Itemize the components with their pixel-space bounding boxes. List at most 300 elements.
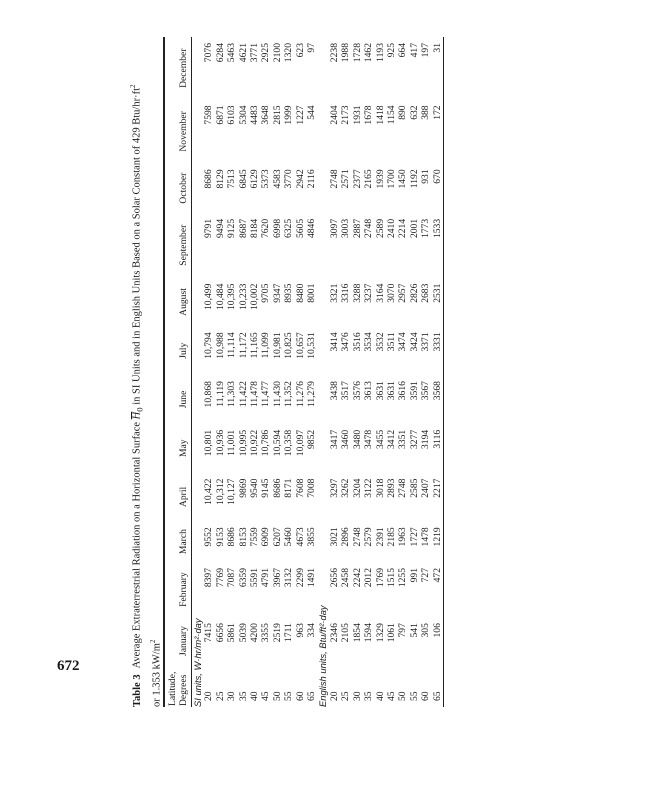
value-cell: 797 — [397, 623, 409, 638]
value-cell: 1255 — [397, 567, 409, 588]
value-cell: 2579 — [363, 527, 375, 547]
latitude-cell: 50 — [397, 691, 409, 701]
value-cell: 3511 — [385, 332, 397, 352]
page-number: 672 — [57, 658, 80, 674]
value-cell: 3316 — [340, 283, 352, 303]
value-cell: 3417 — [328, 429, 340, 449]
value-cell: 3631 — [385, 381, 397, 401]
value-cell: 11,303 — [226, 381, 238, 408]
value-cell: 10,801 — [203, 429, 215, 457]
value-cell: 3855 — [306, 527, 318, 547]
latitude-cell: 55 — [283, 691, 295, 701]
value-cell: 1320 — [283, 43, 295, 63]
table-row — [386, 37, 397, 707]
table-row — [306, 37, 317, 707]
value-cell: 10,358 — [283, 429, 295, 457]
month-header: February — [165, 562, 192, 617]
value-cell: 963 — [294, 623, 306, 638]
month-header: November — [165, 99, 192, 163]
value-cell: 3371 — [420, 332, 432, 352]
value-cell: 10,594 — [271, 429, 283, 457]
value-cell: 11,352 — [283, 381, 295, 408]
value-cell: 7608 — [294, 478, 306, 498]
value-cell: 3116 — [432, 424, 444, 473]
value-cell: 10,922 — [249, 429, 261, 457]
value-cell: 1728 — [351, 43, 363, 63]
value-cell: 664 — [397, 43, 409, 58]
value-cell: 1963 — [397, 527, 409, 547]
value-cell: 9705 — [260, 283, 272, 303]
value-cell: 7513 — [226, 169, 238, 189]
value-cell: 1999 — [283, 105, 295, 125]
value-cell: 11,430 — [271, 381, 283, 408]
value-cell: 9145 — [260, 478, 272, 498]
value-cell: 11,478 — [249, 381, 261, 408]
month-header: May — [165, 424, 192, 473]
value-cell: 7620 — [260, 218, 272, 239]
value-cell: 2896 — [340, 527, 352, 547]
latitude-cell: 55 — [408, 691, 420, 701]
value-cell: 3591 — [408, 381, 420, 401]
value-cell: 10,531 — [306, 332, 318, 359]
value-cell: 9852 — [306, 429, 318, 449]
value-cell: 9153 — [214, 527, 226, 547]
value-cell: 2100 — [271, 43, 283, 63]
value-cell: 10,786 — [260, 429, 272, 457]
value-cell: 5861 — [226, 623, 238, 643]
value-cell: 2105 — [340, 623, 352, 643]
value-cell: 2217 — [432, 473, 444, 522]
value-cell: 3351 — [397, 429, 409, 449]
value-cell: 5304 — [237, 105, 249, 125]
section-title: English units, Btu/ft²·day — [317, 605, 329, 707]
value-cell: 3237 — [363, 283, 375, 303]
value-cell: 4673 — [294, 527, 306, 547]
value-cell: 1727 — [408, 527, 420, 547]
table-row — [352, 37, 363, 707]
value-cell: 6325 — [283, 218, 295, 239]
caption-superscript: 2 — [129, 84, 137, 88]
value-cell: 1678 — [363, 105, 375, 125]
value-cell: 6284 — [214, 43, 226, 63]
value-cell: 3478 — [363, 429, 375, 449]
table-label: Table 3 — [131, 674, 143, 707]
value-cell: 417 — [408, 43, 420, 58]
value-cell: 6998 — [271, 218, 283, 239]
value-cell: 2377 — [351, 169, 363, 189]
latitude-cell: 40 — [374, 691, 386, 701]
value-cell: 8935 — [283, 283, 295, 303]
table-row — [432, 37, 444, 707]
value-cell: 7598 — [203, 105, 215, 125]
table-row — [260, 37, 271, 707]
value-cell: 11,165 — [249, 332, 261, 359]
month-header: September — [165, 213, 192, 278]
value-cell: 1491 — [306, 567, 318, 588]
value-cell: 9540 — [249, 478, 261, 498]
value-cell: 3616 — [397, 381, 409, 401]
value-cell: 2925 — [260, 43, 272, 63]
value-cell: 10,312 — [214, 478, 226, 505]
value-cell: 3480 — [351, 429, 363, 449]
value-cell: 4791 — [260, 567, 272, 588]
month-header: July — [165, 326, 192, 375]
value-cell: 11,001 — [226, 429, 238, 456]
value-cell: 544 — [306, 105, 318, 120]
value-cell: 3517 — [340, 381, 352, 401]
value-cell: 3414 — [328, 332, 340, 352]
table-row — [409, 37, 420, 707]
value-cell: 3576 — [351, 381, 363, 401]
latitude-cell: 40 — [249, 691, 261, 701]
latitude-cell: 25 — [340, 691, 352, 701]
value-cell: 3460 — [340, 429, 352, 449]
value-cell: 8686 — [226, 527, 238, 547]
value-cell: 2185 — [385, 527, 397, 547]
value-cell: 7008 — [306, 478, 318, 498]
value-cell: 1515 — [385, 567, 397, 588]
value-cell: 6871 — [214, 105, 226, 125]
value-cell: 6207 — [271, 527, 283, 547]
latitude-cell: 65 — [432, 665, 444, 707]
value-cell: 11,477 — [260, 381, 272, 408]
value-cell: 10,794 — [203, 332, 215, 359]
table-row — [329, 37, 340, 707]
value-cell: 2346 — [328, 623, 340, 643]
value-cell: 3532 — [374, 332, 386, 352]
value-cell: 2410 — [385, 218, 397, 239]
value-cell: 7415 — [203, 623, 215, 643]
value-cell: 623 — [294, 43, 306, 58]
section-title: SI units, W·hr/m²·day — [192, 618, 203, 707]
value-cell: 2391 — [374, 527, 386, 547]
value-cell: 3204 — [351, 478, 363, 498]
value-cell: 1478 — [420, 527, 432, 547]
table-row — [203, 37, 214, 707]
value-cell: 1192 — [408, 169, 420, 189]
value-cell: 6845 — [237, 169, 249, 189]
value-cell: 10,097 — [294, 429, 306, 457]
value-cell: 11,119 — [214, 381, 226, 407]
latitude-cell: 60 — [294, 691, 306, 701]
value-cell: 3516 — [351, 332, 363, 352]
table-row — [420, 37, 431, 707]
value-cell: 2942 — [294, 169, 306, 189]
value-cell: 1854 — [351, 623, 363, 643]
value-cell: 7087 — [226, 567, 238, 588]
value-cell: 31 — [432, 37, 444, 99]
latitude-cell: 30 — [226, 691, 238, 701]
table-row — [283, 37, 294, 707]
value-cell: 3412 — [385, 429, 397, 449]
value-cell: 6909 — [260, 527, 272, 547]
value-cell: 3476 — [340, 332, 352, 352]
latitude-cell: 20 — [328, 691, 340, 701]
value-cell: 3438 — [328, 381, 340, 401]
value-cell: 8687 — [237, 218, 249, 239]
value-cell: 10,657 — [294, 332, 306, 359]
section-header-row — [192, 37, 204, 707]
value-cell: 11,099 — [260, 332, 272, 359]
value-cell: 2826 — [408, 283, 420, 303]
section-header-row — [317, 37, 328, 707]
value-cell: 5460 — [283, 527, 295, 547]
value-cell: 1939 — [374, 169, 386, 189]
value-cell: 1219 — [432, 521, 444, 562]
value-cell: 8129 — [214, 169, 226, 189]
value-cell: 10,422 — [203, 478, 215, 505]
value-cell: 3631 — [374, 381, 386, 401]
table-row — [397, 37, 408, 707]
table-row — [272, 37, 283, 707]
latitude-cell: 30 — [351, 691, 363, 701]
value-cell: 2748 — [328, 169, 340, 189]
value-cell: 2214 — [397, 218, 409, 239]
value-cell: 925 — [385, 43, 397, 58]
table-row — [363, 37, 374, 707]
value-cell: 8686 — [203, 169, 215, 189]
value-cell: 2165 — [363, 169, 375, 189]
value-cell: 5463 — [226, 43, 238, 63]
table-row — [249, 37, 260, 707]
value-cell: 931 — [420, 169, 432, 184]
value-cell: 5591 — [249, 567, 261, 588]
value-cell: 6656 — [214, 623, 226, 643]
value-cell: 991 — [408, 567, 420, 583]
value-cell: 4583 — [271, 169, 283, 189]
value-cell: 2242 — [351, 567, 363, 588]
value-cell: 6129 — [249, 169, 261, 189]
value-cell: 3455 — [374, 429, 386, 449]
value-cell: 3331 — [432, 326, 444, 375]
value-cell: 472 — [432, 562, 444, 617]
value-cell: 3003 — [340, 218, 352, 239]
value-cell: 10,995 — [237, 429, 249, 457]
value-cell: 197 — [420, 43, 432, 58]
latitude-cell: 65 — [306, 691, 318, 701]
caption-text-1: Average Extraterrestrial Radiation on a Horizontal Surface — [131, 419, 143, 669]
month-header: August — [165, 278, 192, 327]
value-cell: 1773 — [420, 218, 432, 239]
value-cell: 4621 — [237, 43, 249, 63]
value-cell: 7769 — [214, 567, 226, 588]
latitude-cell: 35 — [237, 691, 249, 701]
month-header: January — [165, 617, 192, 665]
value-cell: 10,233 — [237, 283, 249, 310]
value-cell: 10,988 — [214, 332, 226, 359]
value-cell: 10,002 — [249, 283, 261, 310]
value-cell: 9552 — [203, 527, 215, 547]
value-cell: 7076 — [203, 43, 215, 63]
latitude-cell: 45 — [260, 691, 272, 701]
value-cell: 670 — [432, 163, 444, 213]
value-cell: 8001 — [306, 283, 318, 303]
value-cell: 3613 — [363, 381, 375, 401]
value-cell: 3194 — [420, 429, 432, 449]
value-cell: 3474 — [397, 332, 409, 352]
value-cell: 388 — [420, 105, 432, 120]
month-header: June — [165, 375, 192, 424]
value-cell: 4846 — [306, 218, 318, 239]
latitude-cell: 20 — [203, 691, 215, 701]
value-cell: 632 — [408, 105, 420, 120]
latitude-cell: 50 — [271, 691, 283, 701]
value-cell: 8480 — [294, 283, 306, 303]
value-cell: 2407 — [420, 478, 432, 498]
value-cell: 1329 — [374, 623, 386, 643]
value-cell: 3097 — [328, 218, 340, 239]
value-cell: 5605 — [294, 218, 306, 239]
month-header: March — [165, 521, 192, 562]
value-cell: 3021 — [328, 527, 340, 547]
value-cell: 10,868 — [203, 381, 215, 408]
value-cell: 2001 — [408, 218, 420, 239]
value-cell: 727 — [420, 567, 432, 583]
value-cell: 1931 — [351, 105, 363, 125]
value-cell: 10,825 — [283, 332, 295, 359]
caption-line2-superscript: 2 — [148, 639, 157, 644]
value-cell: 3132 — [283, 567, 295, 588]
value-cell: 2748 — [397, 478, 409, 498]
value-cell: 1988 — [340, 43, 352, 63]
value-cell: 2887 — [351, 218, 363, 239]
value-cell: 3355 — [260, 623, 272, 643]
value-cell: 3321 — [328, 283, 340, 303]
value-cell: 2571 — [340, 169, 352, 189]
value-cell: 2585 — [408, 478, 420, 498]
value-cell: 1594 — [363, 623, 375, 643]
table-row — [226, 37, 237, 707]
table-row — [295, 37, 306, 707]
value-cell: 9347 — [271, 283, 283, 303]
value-cell: 8184 — [249, 218, 261, 239]
value-cell: 3567 — [420, 381, 432, 401]
value-cell: 3771 — [249, 43, 261, 63]
value-cell: 6103 — [226, 105, 238, 125]
table-row — [340, 37, 351, 707]
value-cell: 3568 — [432, 375, 444, 424]
value-cell: 541 — [408, 623, 420, 638]
value-cell: 305 — [420, 623, 432, 638]
value-cell: 10,981 — [271, 332, 283, 359]
value-cell: 11,276 — [294, 381, 306, 408]
value-cell: 2957 — [397, 283, 409, 303]
month-header: December — [165, 37, 192, 99]
table-row — [215, 37, 226, 707]
value-cell: 10,936 — [214, 429, 226, 457]
value-cell: 3297 — [328, 478, 340, 498]
caption-line-2: or 1.353 kW/m — [151, 643, 163, 707]
table-row — [238, 37, 249, 707]
value-cell: 2815 — [271, 105, 283, 125]
value-cell: 2299 — [294, 567, 306, 588]
latitude-cell: 60 — [420, 691, 432, 701]
value-cell: 106 — [432, 617, 444, 665]
value-cell: 1462 — [363, 43, 375, 63]
value-cell: 4483 — [249, 105, 261, 125]
value-cell: 2893 — [385, 478, 397, 498]
value-cell: 1533 — [432, 213, 444, 278]
value-cell: 10,395 — [226, 283, 238, 310]
value-cell: 3277 — [408, 429, 420, 449]
rotated-table-container — [127, 37, 527, 707]
value-cell: 10,499 — [203, 283, 215, 310]
value-cell: 10,127 — [226, 478, 238, 505]
latitude-cell: 35 — [363, 691, 375, 701]
value-cell: 3967 — [271, 567, 283, 588]
value-cell: 9494 — [214, 218, 226, 239]
value-cell: 3770 — [283, 169, 295, 189]
value-cell: 1700 — [385, 169, 397, 189]
value-cell: 1193 — [374, 43, 386, 62]
value-cell: 1061 — [385, 623, 397, 643]
caption-subscript: 0 — [134, 407, 145, 412]
value-cell: 890 — [397, 105, 409, 120]
month-header: April — [165, 473, 192, 522]
value-cell: 9791 — [203, 218, 215, 239]
value-cell: 2116 — [306, 169, 318, 189]
value-cell: 11,279 — [306, 381, 318, 408]
latitude-header: Latitude, Degrees — [165, 665, 192, 707]
value-cell: 2531 — [432, 278, 444, 327]
value-cell: 11,422 — [237, 381, 249, 408]
caption-symbol: $\overline{H}$ — [131, 411, 143, 420]
value-cell: 9125 — [226, 218, 238, 239]
value-cell: 8397 — [203, 567, 215, 588]
table-body — [192, 37, 444, 707]
value-cell: 334 — [306, 623, 318, 638]
value-cell: 9869 — [237, 478, 249, 498]
table-caption — [127, 37, 163, 707]
value-cell: 2238 — [328, 43, 340, 63]
value-cell: 3018 — [374, 478, 386, 498]
value-cell: 8171 — [283, 478, 295, 498]
radiation-table — [163, 37, 444, 707]
value-cell: 11,172 — [237, 332, 249, 359]
value-cell: 2589 — [374, 218, 386, 239]
value-cell: 1227 — [294, 105, 306, 125]
value-cell: 2012 — [363, 567, 375, 588]
value-cell: 11,114 — [226, 332, 238, 359]
value-cell: 2404 — [328, 105, 340, 125]
value-cell: 2173 — [340, 105, 352, 125]
header-row — [165, 37, 192, 707]
value-cell: 5039 — [237, 623, 249, 643]
value-cell: 8686 — [271, 478, 283, 498]
value-cell: 3534 — [363, 332, 375, 352]
month-header: October — [165, 163, 192, 213]
value-cell: 172 — [432, 99, 444, 163]
value-cell: 1154 — [385, 105, 397, 125]
value-cell: 3424 — [408, 332, 420, 352]
table-row — [375, 37, 386, 707]
value-cell: 6359 — [237, 567, 249, 588]
value-cell: 3288 — [351, 283, 363, 303]
value-cell: 3070 — [385, 283, 397, 303]
value-cell: 5373 — [260, 169, 272, 189]
value-cell: 4200 — [249, 623, 261, 643]
value-cell: 1418 — [374, 105, 386, 125]
value-cell: 1711 — [283, 623, 295, 642]
value-cell: 2683 — [420, 283, 432, 303]
value-cell: 97 — [306, 43, 318, 53]
value-cell: 1769 — [374, 567, 386, 588]
value-cell: 3648 — [260, 105, 272, 125]
value-cell: 2656 — [328, 567, 340, 588]
latitude-cell: 25 — [214, 691, 226, 701]
value-cell: 3122 — [363, 478, 375, 498]
value-cell: 3262 — [340, 478, 352, 498]
